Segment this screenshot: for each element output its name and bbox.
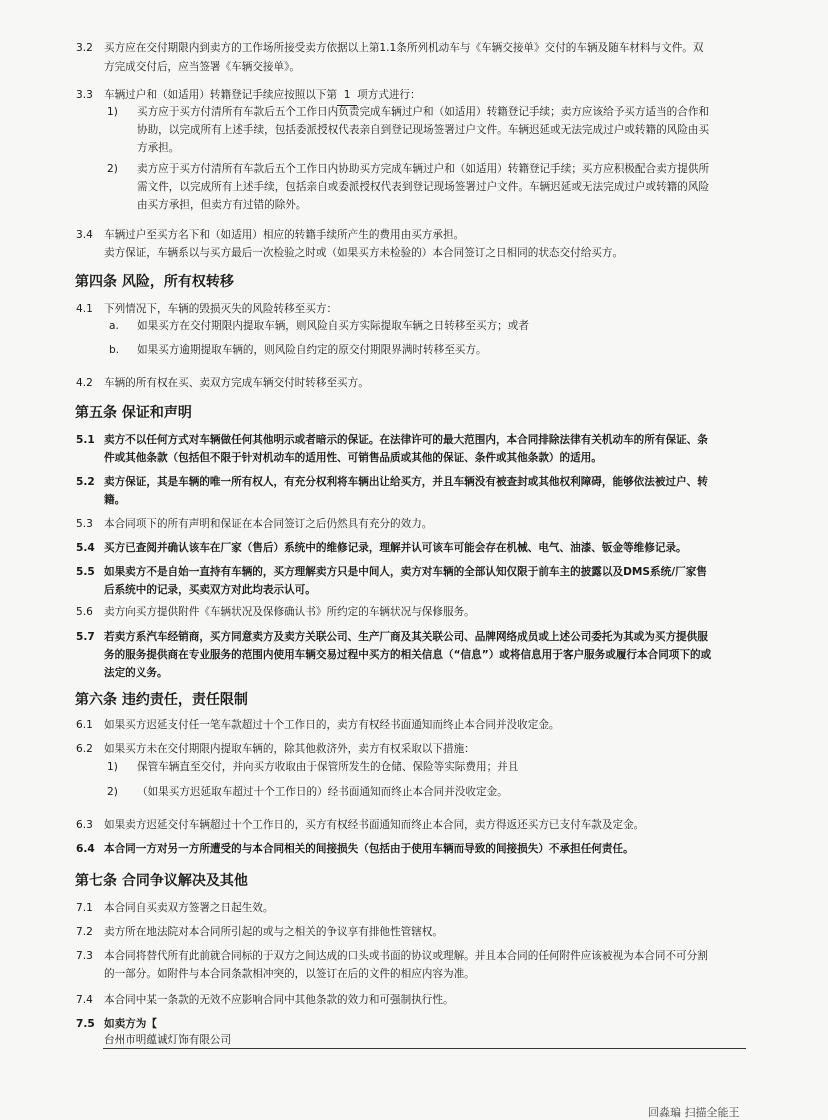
- company-name: 台州市明蕴诚灯饰有限公司: [104, 1034, 232, 1046]
- clause-text: 卖方向买方提供附件《车辆状况及保修确认书》所约定的车辆状况与保修服务。: [104, 606, 475, 618]
- clause-text: 本合同将替代所有此前就合同标的于双方之间达成的口头或书面的协议或理解。并且本合同的任何附件应该被视为本合同不可分割: [104, 950, 708, 962]
- item-text: 需文件，以完成所有上述手续，包括亲自或委派授权代表到登记现场签署过户文件。车辆迟延或无法完成过户或转籍的风险: [137, 181, 710, 193]
- clause-text: 车辆的所有权在买、卖双方完成车辆交付时转移至买方。: [104, 377, 369, 389]
- clause-text: 如果卖方不是自始一直持有车辆的，买方理解卖方只是中间人，卖方对车辆的全部认知仅限于前车主的披露以及DMS系统/厂家售: [104, 566, 707, 578]
- clause-number: 4.1: [76, 303, 93, 315]
- clause-text: 件或其他条款（包括但不限于针对机动车的适用性、可销售品质或其他的保证、条件或其他条款）的适用。: [104, 452, 602, 464]
- section-heading: 第七条 合同争议解决及其他: [75, 873, 248, 889]
- clause-text: 本合同项下的所有声明和保证在本合同签订之后仍然具有充分的效力。: [104, 518, 433, 530]
- clause-number: 7.4: [76, 994, 93, 1006]
- clause-number: 3.4: [76, 229, 93, 241]
- item-number: 1): [107, 761, 118, 773]
- clause-text: 籍。: [104, 494, 126, 506]
- item-text: 卖方应于买方付清所有车款后五个工作日内协助买方完成车辆过户和（如适用）转籍登记手续；买方应积极配合卖方提供所: [137, 163, 710, 175]
- clause-text: 买方应在交付期限内到卖方的工作场所接受卖方依据以上第1.1条所列机动车与《车辆交接单》交付的车辆及随车材料与文件。双: [104, 42, 704, 54]
- clause-number: 6.4: [76, 843, 95, 855]
- signature-line: [103, 1048, 746, 1049]
- clause-number: 6.3: [76, 819, 93, 831]
- clause-text: 如果买方迟延支付任一笔车款超过十个工作日的，卖方有权经书面通知而终止本合同并没收定金。: [104, 719, 560, 731]
- clause-number: 3.2: [76, 42, 93, 54]
- item-text: 协助，以完成所有上述手续，包括委派授权代表亲自到登记现场签署过户文件。车辆迟延或无法完成过户或转籍的风险由买: [137, 124, 710, 136]
- clause-number: 5.4: [76, 542, 95, 554]
- clause-number: 5.5: [76, 566, 95, 578]
- item-text: 买方应于买方付清所有车款后五个工作日内负责完成车辆过户和（如适用）转籍登记手续；卖方应该给予买方适当的合作和: [137, 106, 710, 118]
- section-heading: 第五条 保证和声明: [75, 405, 192, 421]
- section-heading: 第六条 违约责任，责任限制: [75, 692, 248, 708]
- clause-text: 务的服务提供商在专业服务的范围内使用车辆交易过程中买方的相关信息（“信息”）或将信息用于客户服务或履行本合同项下的或: [104, 649, 712, 661]
- clause-number: 5.3: [76, 518, 93, 530]
- clause-number: 6.2: [76, 743, 93, 755]
- clause-text: 卖方保证，车辆系以与买方最后一次检验之时或（如果买方未检验的）本合同签订之日相同的状态交付给买方。: [104, 247, 624, 259]
- item-text: 如果买方逾期提取车辆的，则风险自约定的原交付期限界满时转移至买方。: [137, 344, 487, 356]
- item-text: 由买方承担，但卖方有过错的除外。: [137, 199, 307, 211]
- clause-number: 4.2: [76, 377, 93, 389]
- item-text: 保管车辆直至交付，并向买方收取由于保管所发生的仓储、保险等实际费用；并且: [137, 761, 519, 773]
- item-number: 2): [107, 786, 118, 798]
- clause-text: 的一部分。如附件与本合同条款相冲突的，以签订在后的文件的相应内容为准。: [104, 968, 475, 980]
- item-text: （如果买方迟延取车超过十个工作日的）经书面通知而终止本合同并没收定金。: [137, 786, 508, 798]
- item-number: b.: [109, 344, 120, 356]
- clause-text: 方完成交付后，应当签署《车辆交接单》。: [104, 61, 300, 73]
- clause-text: 下列情况下，车辆的毁损灭失的风险转移至买方：: [104, 303, 338, 315]
- item-number: 2): [107, 163, 118, 175]
- clause-text: 后系统中的记录，买卖双方对此均表示认可。: [104, 584, 316, 596]
- clause-text: 如果卖方迟延交付车辆超过十个工作日的，买方有权经书面通知而终止本合同，卖方得返还买方已支付车款及定金。: [104, 819, 645, 831]
- clause-number: 5.6: [76, 606, 93, 618]
- clause-number: 5.1: [76, 434, 95, 446]
- clause-number: 7.5: [76, 1018, 95, 1030]
- clause-text: 法定的义务。: [104, 667, 168, 679]
- clause-number: 5.2: [76, 476, 95, 488]
- clause-text: 如卖方为【: [104, 1018, 157, 1030]
- clause-text: 本合同自买卖双方签署之日起生效。: [104, 902, 274, 914]
- clause-number: 6.1: [76, 719, 93, 731]
- clause-text: 卖方保证，其是车辆的唯一所有权人，有充分权利将车辆出让给买方，并且车辆没有被查封或其他权利障碍，能够依法被过户、转: [104, 476, 708, 488]
- clause-text: 如果买方未在交付期限内提取车辆的，除其他救济外，卖方有权采取以下措施：: [104, 743, 475, 755]
- clause-text: 卖方所在地法院对本合同所引起的或与之相关的争议享有排他性管辖权。: [104, 926, 443, 938]
- clause-text-part: 车辆过户和（如适用）转籍登记手续应按照以下第: [104, 89, 338, 101]
- clause-text: 卖方不以任何方式对车辆做任何其他明示或者暗示的保证。在法律许可的最大范围内，本合同排除法律有关机动车的所有保证、条: [104, 434, 708, 446]
- scanner-watermark: 回淼㻞 扫描全能王: [648, 1106, 740, 1119]
- item-number: a.: [109, 320, 119, 332]
- item-text: 方承担。: [137, 142, 180, 154]
- clause-text: 本合同中某一条款的无效不应影响合同中其他条款的效力和可强制执行性。: [104, 994, 454, 1006]
- clause-number: 5.7: [76, 631, 95, 643]
- option-number: 1: [337, 86, 357, 106]
- item-number: 1): [107, 106, 118, 118]
- clause-number: 7.3: [76, 950, 93, 962]
- clause-text: 本合同一方对另一方所遭受的与本合同相关的间接损失（包括由于使用车辆而导致的间接损失）不承担任何责任。: [104, 843, 634, 855]
- clause-number: 7.1: [76, 902, 93, 914]
- item-text: 如果买方在交付期限内提取车辆，则风险自买方实际提取车辆之日转移至买方；或者: [137, 320, 529, 332]
- clause-text: 车辆过户至买方名下和（如适用）相应的转籍手续所产生的费用由买方承担。: [104, 229, 465, 241]
- section-heading: 第四条 风险，所有权转移: [75, 274, 234, 290]
- clause-text-part: 项方式进行：: [357, 89, 421, 101]
- clause-number: 3.3: [76, 89, 93, 101]
- clause-text: 若卖方系汽车经销商，买方同意卖方及卖方关联公司、生产厂商及其关联公司、品牌网络成员或上述公司委托为其或为买方提供服: [104, 631, 708, 643]
- clause-text: 买方已查阅并确认该车在厂家（售后）系统中的维修记录，理解并认可该车可能会存在机械、电气、油漆、钣金等维修记录。: [104, 542, 687, 554]
- clause-number: 7.2: [76, 926, 93, 938]
